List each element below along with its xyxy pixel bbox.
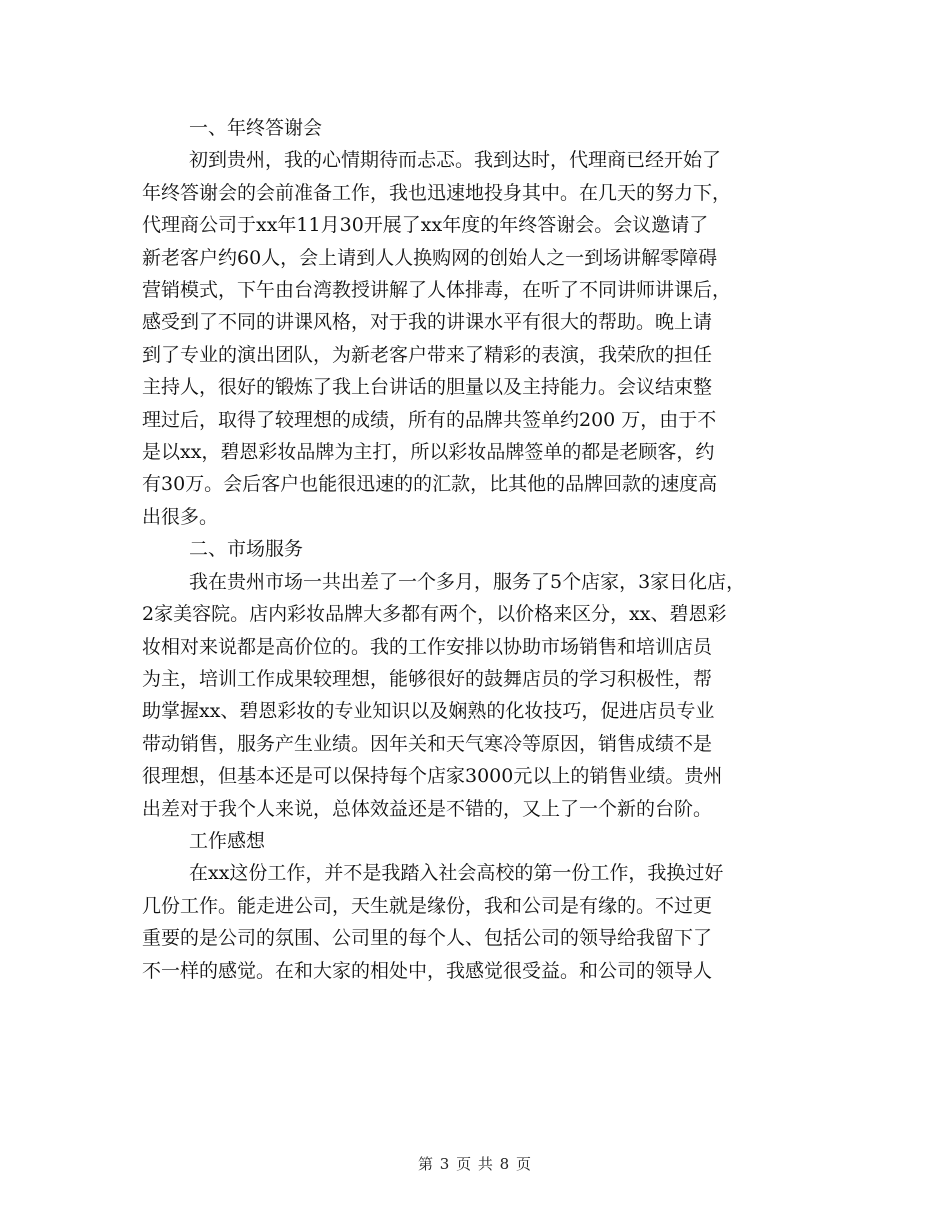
paragraph-line: 在xx这份工作，并不是我踏入社会高校的第一份工作，我换过好: [189, 862, 724, 885]
paragraph-line: 重要的是公司的氛围、公司里的每个人、包括公司的领导给我留下了: [142, 927, 713, 950]
paragraph-line: 出差对于我个人来说，总体效益还是不错的，又上了一个新的台阶。: [142, 797, 713, 820]
paragraph-line: 有30万。会后客户也能很迅速的的汇款，比其他的品牌回款的速度高: [142, 473, 718, 496]
paragraph-line: 新老客户约60人，会上请到人人换购网的创始人之一到场讲解零障碍: [142, 246, 718, 269]
paragraph-line: 妆相对来说都是高价位的。我的工作安排以协助市场销售和培训店员: [142, 635, 713, 658]
document-body: [142, 112, 822, 987]
paragraph-line: 2家美容院。店内彩妆品牌大多都有两个，以价格来区分，xx、碧恩彩: [142, 603, 727, 626]
paragraph-line: 带动销售，服务产生业绩。因年关和天气寒冷等原因，销售成绩不是: [142, 732, 713, 755]
paragraph-line: 出很多。: [142, 505, 219, 528]
section-heading-market-service: 二、市场服务: [189, 538, 304, 561]
paragraph-line: 代理商公司于xx年11月30开展了xx年度的年终答谢会。会议邀请了: [142, 214, 709, 237]
paragraph-line: 为主，培训工作成果较理想，能够很好的鼓舞店员的学习积极性，帮: [142, 667, 713, 690]
page-number-footer: 第 3 页 共 8 页: [418, 1155, 532, 1173]
paragraph-line: 是以xx，碧恩彩妆品牌为主打，所以彩妆品牌签单的都是老顾客，约: [142, 441, 715, 464]
paragraph-line: 主持人，很好的锻炼了我上台讲话的胆量以及主持能力。会议结束整: [142, 376, 713, 399]
paragraph-line: 营销模式，下午由台湾教授讲解了人体排毒，在听了不同讲师讲课后，: [142, 279, 732, 302]
paragraph-line: 助掌握xx、碧恩彩妆的专业知识以及娴熟的化妆技巧，促进店员专业: [142, 700, 715, 723]
paragraph-line: 年终答谢会的会前准备工作，我也迅速地投身其中。在几天的努力下，: [142, 181, 732, 204]
paragraph-line: 初到贵州，我的心情期待而忐忑。我到达时，代理商已经开始了: [189, 149, 722, 172]
paragraph-line: 到了专业的演出团队，为新老客户带来了精彩的表演，我荣欣的担任: [142, 343, 713, 366]
section-heading-work-reflections: 工作感想: [189, 829, 266, 852]
paragraph-line: 我在贵州市场一共出差了一个多月，服务了5个店家，3家日化店，: [189, 570, 746, 593]
paragraph-line: 理过后，取得了较理想的成绩，所有的品牌共签单约200 万，由于不: [142, 408, 717, 431]
paragraph-line: 感受到了不同的讲课风格，对于我的讲课水平有很大的帮助。晚上请: [142, 311, 713, 334]
section-heading-year-end-event: 一、年终答谢会: [189, 117, 323, 139]
paragraph-line: 几份工作。能走进公司，天生就是缘份，我和公司是有缘的。不过更: [142, 894, 713, 917]
paragraph-line: 不一样的感觉。在和大家的相处中，我感觉很受益。和公司的领导人: [142, 959, 713, 982]
paragraph-line: 很理想，但基本还是可以保持每个店家3000元以上的销售业绩。贵州: [142, 765, 723, 788]
